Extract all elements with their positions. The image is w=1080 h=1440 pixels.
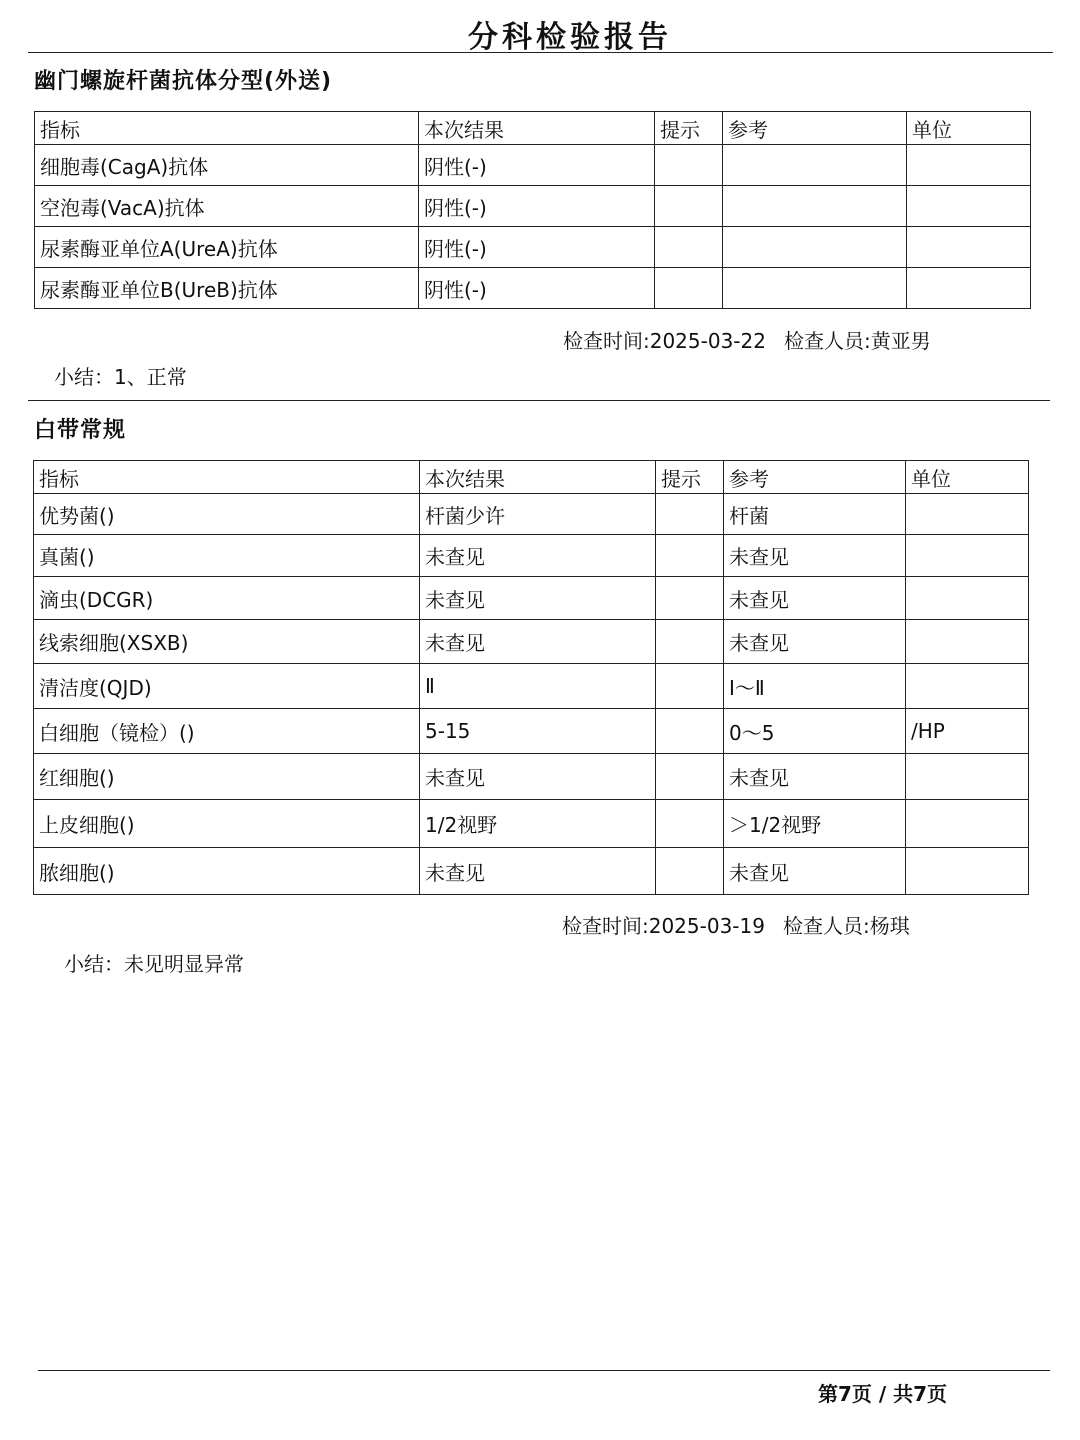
indicator-cell: 清洁度(QJD) <box>34 664 420 709</box>
indicator-cell: 细胞毒(CagA)抗体 <box>35 145 419 186</box>
unit-cell: /HP <box>906 709 1029 754</box>
unit-cell <box>906 494 1029 535</box>
table-row <box>35 268 1031 309</box>
result-cell: 阴性(-) <box>419 227 655 268</box>
hint-cell <box>655 186 723 227</box>
hint-cell <box>655 268 723 309</box>
exam-time: 检查时间:2025-03-22 <box>563 329 766 353</box>
indicator-cell: 白细胞（镜检）() <box>34 709 420 754</box>
result-cell: 阴性(-) <box>419 145 655 186</box>
header-cell: 提示 <box>656 461 724 494</box>
hint-cell <box>656 664 724 709</box>
section-divider <box>28 400 1050 401</box>
examiner: 检查人员:黄亚男 <box>783 329 931 353</box>
table-row <box>34 709 1029 754</box>
result-cell: 5-15 <box>420 709 656 754</box>
result-cell: 1/2视野 <box>420 800 656 848</box>
exam-time: 检查时间:2025-03-19 <box>562 914 765 938</box>
indicator-cell: 真菌() <box>34 535 420 577</box>
header-cell: 本次结果 <box>419 112 655 145</box>
indicator-cell: 优势菌() <box>34 494 420 535</box>
reference-cell: 未查见 <box>724 754 906 800</box>
table-row <box>35 145 1031 186</box>
reference-cell: 0～5 <box>724 709 906 754</box>
reference-cell: 未查见 <box>724 848 906 895</box>
table-row <box>34 848 1029 895</box>
reference-cell <box>723 268 907 309</box>
hint-cell <box>656 709 724 754</box>
result-cell: 未查见 <box>420 577 656 620</box>
result-cell: 杆菌少许 <box>420 494 656 535</box>
unit-cell <box>906 664 1029 709</box>
table-row <box>34 664 1029 709</box>
unit-cell <box>907 227 1031 268</box>
hint-cell <box>656 800 724 848</box>
unit-cell <box>906 754 1029 800</box>
summary-1: 小结：1、正常 <box>54 365 187 389</box>
indicator-cell: 线索细胞(XSXB) <box>34 620 420 664</box>
table-row <box>34 620 1029 664</box>
unit-cell <box>906 620 1029 664</box>
examiner: 检查人员:杨琪 <box>782 914 910 938</box>
reference-cell <box>723 145 907 186</box>
hint-cell <box>656 620 724 664</box>
indicator-cell: 上皮细胞() <box>34 800 420 848</box>
indicator-cell: 脓细胞() <box>34 848 420 895</box>
unit-cell <box>906 848 1029 895</box>
header-cell: 单位 <box>906 461 1029 494</box>
header-cell: 指标 <box>35 112 419 145</box>
table-row <box>34 754 1029 800</box>
hint-cell <box>656 494 724 535</box>
report-title: 分科检验报告 <box>468 20 672 55</box>
header-cell: 本次结果 <box>420 461 656 494</box>
unit-cell <box>907 268 1031 309</box>
table-row <box>35 186 1031 227</box>
hint-cell <box>656 754 724 800</box>
section-title-hp-antibody: 幽门螺旋杆菌抗体分型(外送) <box>34 69 333 94</box>
table-header-row <box>34 461 1029 494</box>
summary-2: 小结：未见明显异常 <box>64 952 244 976</box>
title-rule <box>28 52 1053 53</box>
section-title-leucorrhea: 白带常规 <box>34 418 127 443</box>
result-cell: Ⅱ <box>420 664 656 709</box>
reference-cell <box>723 186 907 227</box>
indicator-cell: 尿素酶亚单位A(UreA)抗体 <box>35 227 419 268</box>
exam-info-1 <box>563 325 949 354</box>
header-cell: 提示 <box>655 112 723 145</box>
unit-cell <box>906 577 1029 620</box>
hint-cell <box>656 848 724 895</box>
leucorrhea-table <box>33 460 1029 895</box>
footer-rule <box>38 1370 1050 1371</box>
header-cell: 单位 <box>907 112 1031 145</box>
reference-cell: 未查见 <box>724 535 906 577</box>
reference-cell: Ⅰ～Ⅱ <box>724 664 906 709</box>
header-cell: 参考 <box>723 112 907 145</box>
header-cell: 参考 <box>724 461 906 494</box>
result-cell: 未查见 <box>420 848 656 895</box>
hint-cell <box>655 227 723 268</box>
reference-cell <box>723 227 907 268</box>
hint-cell <box>655 145 723 186</box>
reference-cell: 杆菌 <box>724 494 906 535</box>
table-row <box>35 227 1031 268</box>
indicator-cell: 尿素酶亚单位B(UreB)抗体 <box>35 268 419 309</box>
exam-info-2 <box>562 910 928 939</box>
table-row <box>34 800 1029 848</box>
result-cell: 未查见 <box>420 754 656 800</box>
table-header-row <box>35 112 1031 145</box>
result-cell: 未查见 <box>420 620 656 664</box>
indicator-cell: 空泡毒(VacA)抗体 <box>35 186 419 227</box>
unit-cell <box>906 535 1029 577</box>
table-row <box>34 577 1029 620</box>
indicator-cell: 滴虫(DCGR) <box>34 577 420 620</box>
reference-cell: ＞1/2视野 <box>724 800 906 848</box>
indicator-cell: 红细胞() <box>34 754 420 800</box>
reference-cell: 未查见 <box>724 577 906 620</box>
hint-cell <box>656 535 724 577</box>
table-row <box>34 535 1029 577</box>
reference-cell: 未查见 <box>724 620 906 664</box>
table-row <box>34 494 1029 535</box>
unit-cell <box>907 145 1031 186</box>
header-cell: 指标 <box>34 461 420 494</box>
result-cell: 阴性(-) <box>419 186 655 227</box>
hp-antibody-table <box>34 111 1031 309</box>
result-cell: 阴性(-) <box>419 268 655 309</box>
result-cell: 未查见 <box>420 535 656 577</box>
hint-cell <box>656 577 724 620</box>
unit-cell <box>907 186 1031 227</box>
page-indicator: 第7页 / 共7页 <box>818 1382 948 1406</box>
unit-cell <box>906 800 1029 848</box>
